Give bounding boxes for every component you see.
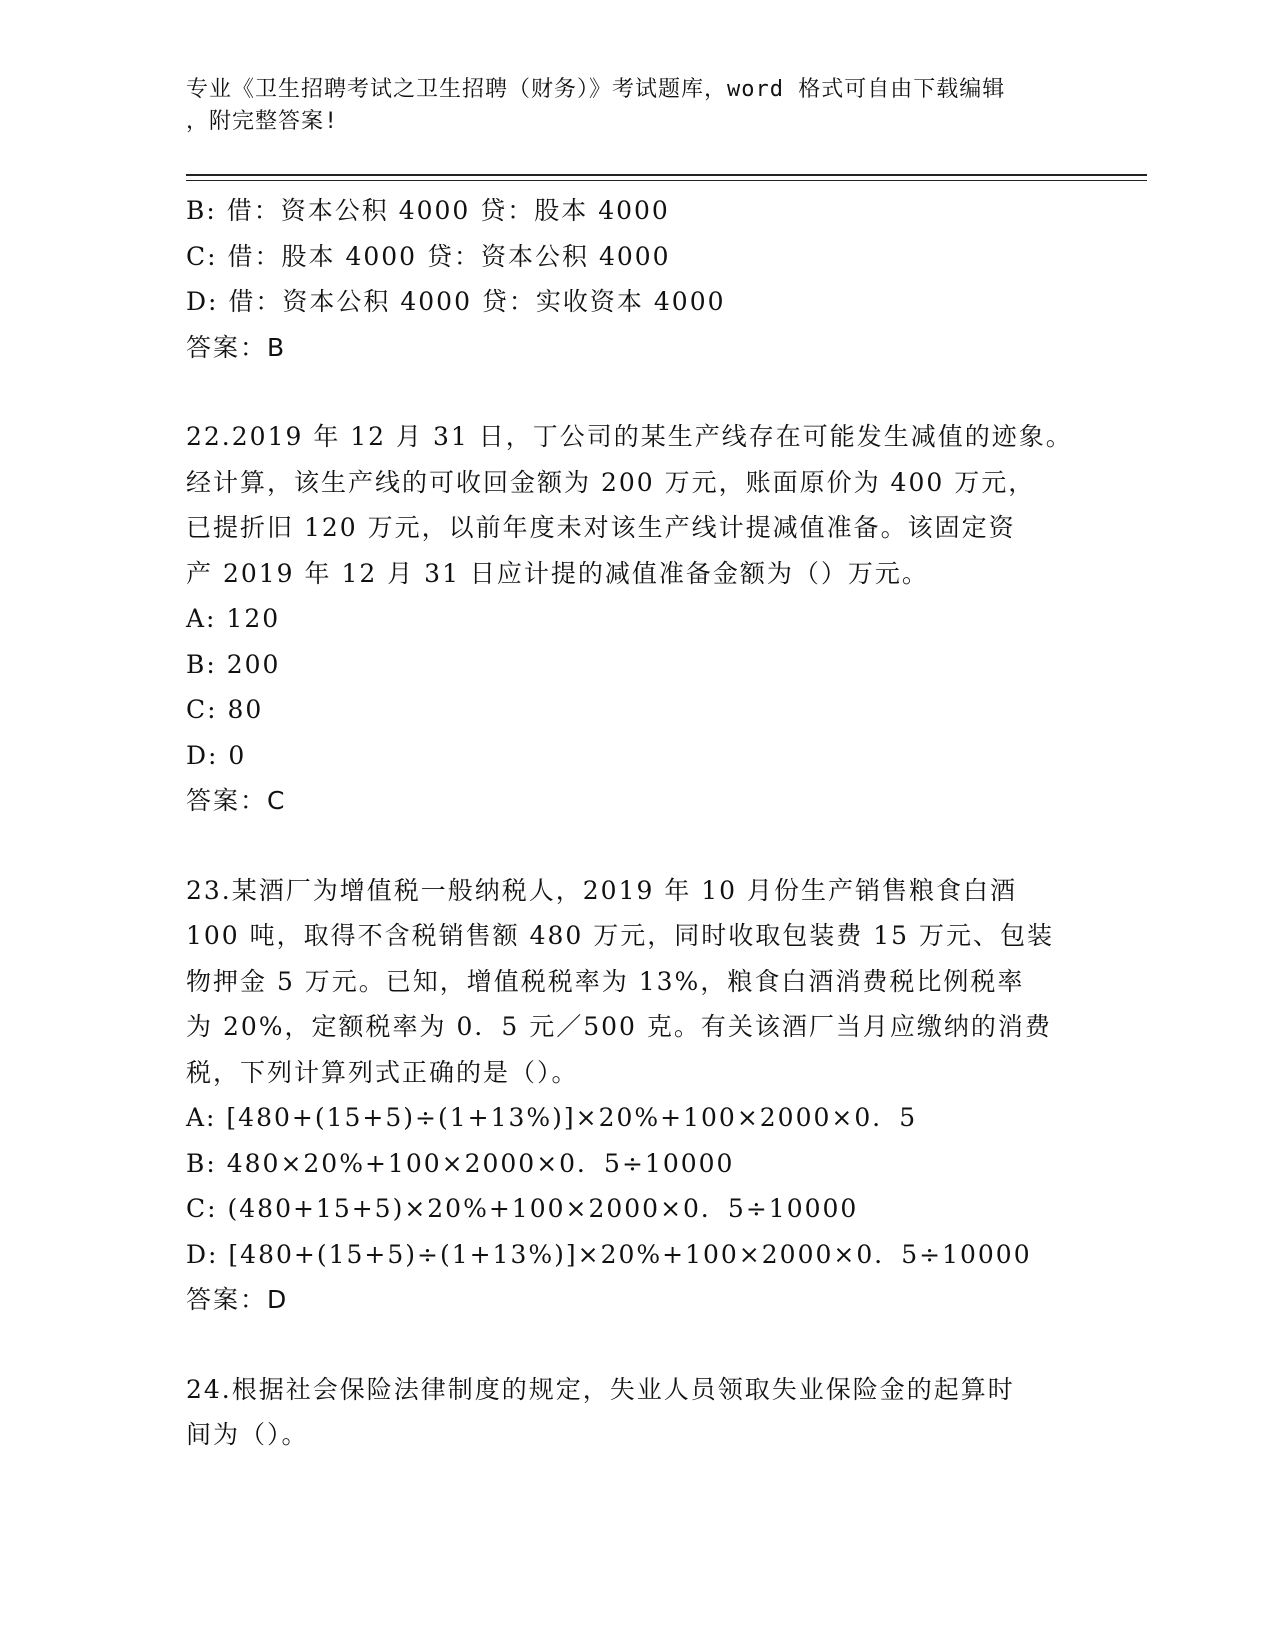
question-stem-line: 23.某酒厂为增值税一般纳税人，2019 年 10 月份生产销售粮食白酒 bbox=[186, 875, 1018, 905]
option-d: D: [480+(15+5)÷(1+13%)]×20%+100×2000×0．5÷10000 bbox=[186, 1239, 1032, 1269]
question-stem-line: 税，下列计算列式正确的是（）。 bbox=[186, 1057, 579, 1087]
header-line-1: 专业《卫生招聘考试之卫生招聘（财务）》考试题库，word 格式可自由下载编辑 bbox=[186, 77, 1006, 102]
option-a: A: 120 bbox=[186, 604, 281, 633]
question-stem-line: 间为（）。 bbox=[186, 1420, 309, 1449]
spacer bbox=[186, 824, 1086, 868]
question-stem-line: 已提折旧 120 万元，以前年度未对该生产线计提减值准备。该固定资 bbox=[186, 513, 1016, 542]
option-b: B: 200 bbox=[186, 649, 281, 679]
question-stem-line: 100 吨，取得不含税销售额 480 万元，同时收取包装费 15 万元、包装 bbox=[186, 921, 1054, 950]
previous-question-tail bbox=[186, 188, 1086, 370]
header-divider-thick bbox=[186, 174, 1147, 176]
answer-line: 答案：D bbox=[186, 1285, 289, 1314]
option-d: D: 借：资本公积 4000 贷：实收资本 4000 bbox=[186, 287, 726, 316]
answer-line: 答案：C bbox=[186, 786, 287, 815]
header-divider-thin bbox=[186, 180, 1147, 181]
spacer bbox=[186, 1323, 1086, 1367]
question-stem-line: 24.根据社会保险法律制度的规定，失业人员领取失业保险金的起算时 bbox=[186, 1374, 1015, 1404]
option-d: D: 0 bbox=[186, 740, 247, 770]
option-b: B: 480×20%+100×2000×0．5÷10000 bbox=[186, 1148, 735, 1178]
question-24 bbox=[186, 1367, 1086, 1458]
answer-line: 答案：B bbox=[186, 332, 287, 362]
option-a: A: [480+(15+5)÷(1+13%)]×20%+100×2000×0．5 bbox=[186, 1103, 918, 1132]
option-c: C: 80 bbox=[186, 695, 264, 724]
question-stem-line: 产 2019 年 12 月 31 日应计提的减值准备金额为（）万元。 bbox=[186, 558, 929, 588]
option-c: C: 借：股本 4000 贷：资本公积 4000 bbox=[186, 241, 671, 271]
question-stem-line: 物押金 5 万元。已知，增值税税率为 13%，粮食白酒消费税比例税率 bbox=[186, 966, 1025, 996]
document-header bbox=[186, 74, 1066, 138]
option-b: B: 借：资本公积 4000 贷：股本 4000 bbox=[186, 196, 670, 225]
header-line-2: ，附完整答案! bbox=[186, 109, 339, 134]
question-stem-line: 为 20%，定额税率为 0．5 元／500 克。有关该酒厂当月应缴纳的消费 bbox=[186, 1012, 1052, 1041]
question-stem-line: 22.2019 年 12 月 31 日，丁公司的某生产线存在可能发生减值的迹象。 bbox=[186, 422, 1073, 451]
option-c: C: (480+15+5)×20%+100×2000×0．5÷10000 bbox=[186, 1194, 859, 1223]
spacer bbox=[186, 370, 1086, 414]
document-body bbox=[186, 188, 1086, 1458]
question-stem-line: 经计算，该生产线的可收回金额为 200 万元，账面原价为 400 万元， bbox=[186, 467, 1036, 497]
question-22 bbox=[186, 414, 1086, 824]
question-23 bbox=[186, 868, 1086, 1323]
